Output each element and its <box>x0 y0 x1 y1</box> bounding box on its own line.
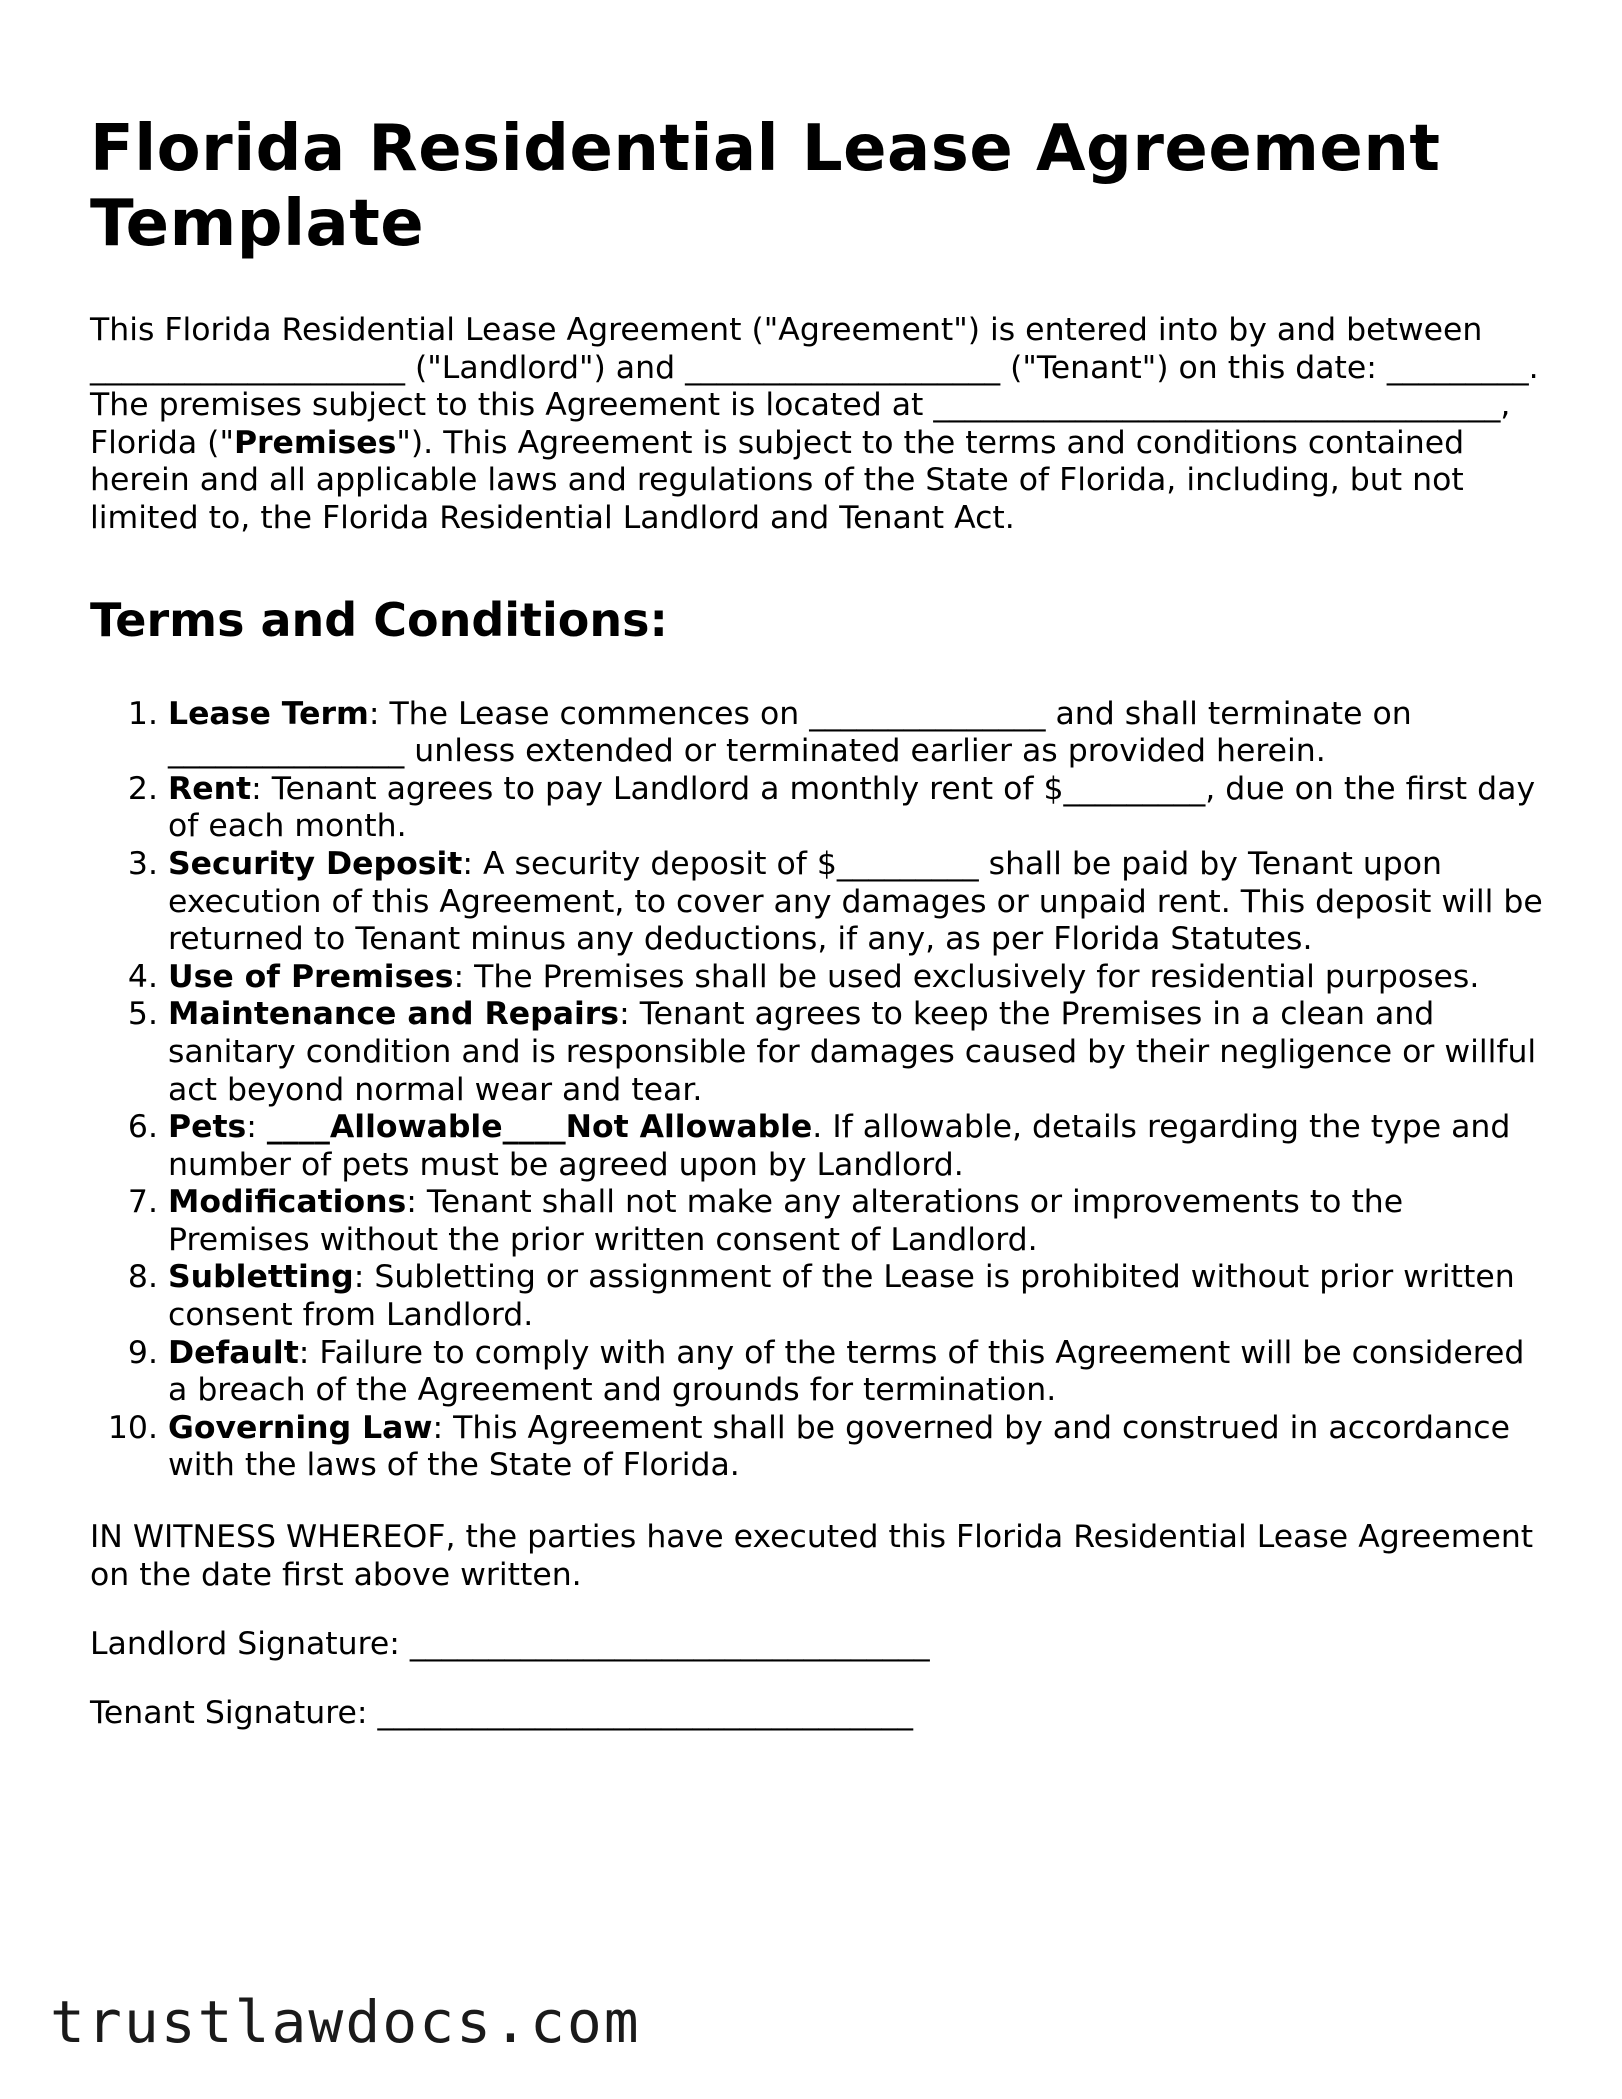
term-use-of-premises <box>168 959 1550 997</box>
term-title: Lease Term <box>168 695 369 732</box>
term-text: : A security deposit of $_________ shall be paid by Tenant upon execution of this Agreement, to cover any damages or unpaid rent. This deposit will be returned to Tenant minus any deductions, if any, as per Florida Statutes. <box>168 845 1543 958</box>
term-pets <box>168 1109 1550 1184</box>
term-subletting <box>168 1259 1550 1334</box>
document-title: Florida Residential Lease Agreement Template <box>90 112 1441 261</box>
term-title: Governing Law <box>168 1409 433 1446</box>
term-text: : The Premises shall be used exclusively for residential purposes. <box>453 958 1480 995</box>
term-title: Rent <box>168 770 252 807</box>
term-text: : Failure to comply with any of the terms of this Agreement will be considered a breach of the Agreement and grounds for termination. <box>168 1334 1525 1409</box>
pets-options: ____Allowable____Not Allowable <box>266 1109 813 1146</box>
intro-paragraph <box>90 312 1550 538</box>
term-modifications <box>168 1184 1550 1259</box>
term-title: Subletting <box>168 1259 354 1296</box>
term-governing-law <box>168 1410 1550 1485</box>
term-text: : Subletting or assignment of the Lease is prohibited without prior written consent from Landlord. <box>168 1259 1515 1334</box>
tenant-signature-line: Tenant Signature: __________________________________ <box>90 1694 913 1731</box>
term-text: : Tenant shall not make any alterations or improvements to the Premises without the prior written consent of Landlord. <box>168 1184 1404 1258</box>
term-text: : Tenant agrees to pay Landlord a monthly rent of $_________, due on the first day of each month. <box>168 770 1536 845</box>
witness-paragraph: IN WITNESS WHEREOF, the parties have executed this Florida Residential Lease Agreement on the date first above written. <box>90 1519 1534 1593</box>
terms-heading: Terms and Conditions: <box>90 592 668 647</box>
term-text: : This Agreement shall be governed by and construed in accordance with the laws of the State of Florida. <box>168 1409 1510 1484</box>
term-lease-term <box>168 696 1550 771</box>
term-title: Security Deposit <box>168 845 463 882</box>
term-rent <box>168 771 1550 846</box>
document-page <box>90 112 1550 1732</box>
term-title: Use of Premises <box>168 958 454 995</box>
term-text: . If allowable, details regarding the type and number of pets must be agreed upon by Landlord. <box>168 1109 1511 1183</box>
landlord-signature-line: Landlord Signature: _________________________________ <box>90 1626 930 1663</box>
term-text-before: : <box>246 1109 267 1146</box>
term-title: Default <box>168 1334 299 1371</box>
term-default <box>168 1335 1550 1410</box>
terms-list <box>90 696 1550 1485</box>
term-title: Maintenance and Repairs <box>168 996 620 1033</box>
term-security-deposit <box>168 846 1550 959</box>
intro-text-part2: "). This Agreement is subject to the terms and conditions contained herein and all applicable laws and regulations of the State of Florida, including, but not limited to, the Florida Residential Landlord and Tenant Act. <box>90 424 1465 536</box>
term-title: Pets <box>168 1109 247 1146</box>
term-text: : The Lease commences on _______________ and shall terminate on _______________ unless extended or terminated earlier as provided herein. <box>168 695 1412 770</box>
term-maintenance <box>168 996 1550 1109</box>
intro-text-part1: This Florida Residential Lease Agreement ("Agreement") is entered into by and between ____________________ ("Landlord") and ____________________ ("Tenant") on this date: _________. The premises subject to this Agreement is located at ____________________________________, Florida (" <box>90 312 1539 461</box>
premises-term: Premises <box>233 424 397 461</box>
term-text: : Tenant agrees to keep the Premises in a clean and sanitary condition and is responsible for damages caused by their negligence or willful act beyond normal wear and tear. <box>168 996 1537 1108</box>
term-title: Modifications <box>168 1184 407 1221</box>
watermark: trustlawdocs.com <box>50 1988 641 2056</box>
